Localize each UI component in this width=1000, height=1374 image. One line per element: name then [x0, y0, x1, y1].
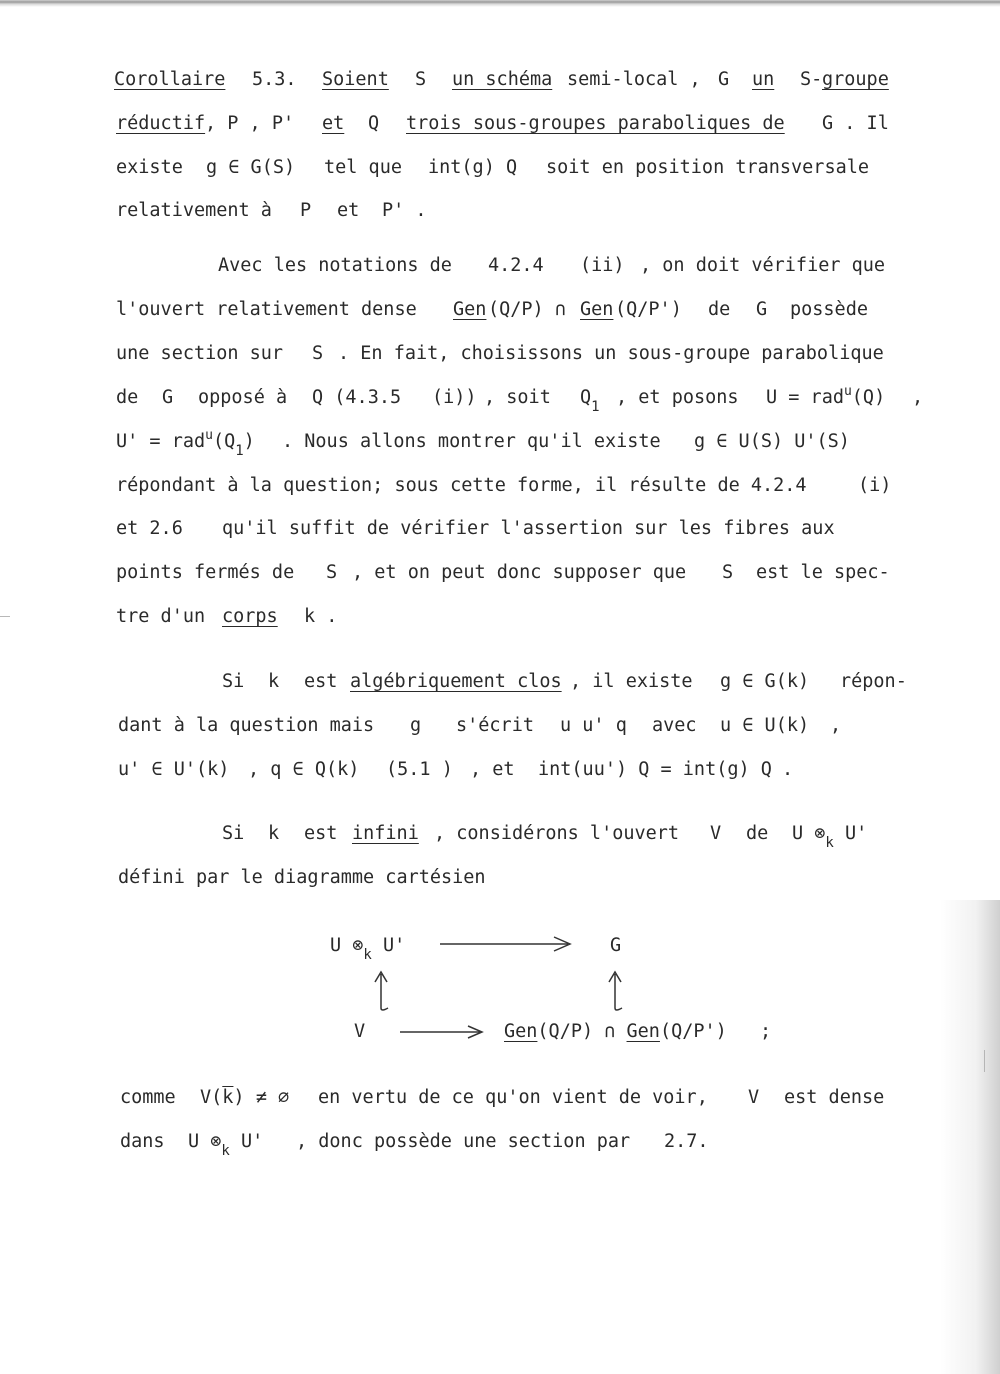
- text-segment: 4.2.4: [488, 255, 544, 276]
- text-segment: comme: [120, 1087, 176, 1108]
- text-segment: répondant à la question; sous cette forme, il résulte de 4.2.4: [116, 475, 807, 496]
- text-segment: de: [746, 823, 769, 844]
- text-segment: , q ∈ Q(k): [248, 759, 360, 780]
- text-segment: (ii): [580, 255, 625, 276]
- text-segment: U': [845, 823, 868, 844]
- arrow-right-icon: [436, 934, 576, 954]
- text-segment: possède: [790, 299, 868, 320]
- text-segment: l'ouvert relativement dense: [116, 299, 417, 320]
- diagram-bottom-right: [504, 1018, 727, 1046]
- text-segment: groupe: [822, 69, 889, 90]
- text-segment: $\overline{k}$: [222, 1087, 234, 1108]
- text-segment: g ∈ U(S) U'(S): [694, 431, 850, 452]
- text-segment: est: [304, 671, 338, 692]
- text-segment: G: [718, 69, 730, 90]
- text-segment: , il existe: [570, 671, 693, 692]
- proof-line-2: [0, 296, 1000, 324]
- text-segment: [200, 1084, 289, 1112]
- text-segment: . En fait, choisissons un sous-groupe parabolique: [338, 343, 884, 364]
- scan-edge-shadow: [940, 900, 1000, 1374]
- text-segment: , on doit vérifier que: [640, 255, 886, 276]
- text-segment: de: [708, 299, 731, 320]
- text-segment: [580, 384, 600, 413]
- text-segment: points fermés de: [116, 562, 295, 583]
- text-segment: int(uu') Q = int(g) Q: [538, 759, 772, 780]
- corollary-label: Corollaire: [114, 69, 226, 90]
- text-segment: g ∈ G(k): [720, 671, 810, 692]
- text-segment: Gen: [453, 299, 487, 320]
- text-segment: , considérons l'ouvert: [434, 823, 680, 844]
- proof-line-7: [0, 515, 1000, 543]
- text-segment: un schéma: [452, 69, 553, 90]
- text-segment: V: [710, 823, 722, 844]
- text-segment: est le spec-: [756, 562, 890, 583]
- text-segment: U ⊗: [330, 935, 364, 956]
- text-segment: , et on peut donc supposer que: [352, 562, 687, 583]
- text-segment: G: [162, 387, 174, 408]
- text-segment: Q: [580, 387, 592, 408]
- arrow-right-icon: [396, 1022, 488, 1042]
- text-segment: s'écrit: [456, 715, 534, 736]
- text-segment: Gen: [626, 1021, 660, 1042]
- text-segment: relativement à: [116, 200, 272, 221]
- text-segment: u ∈ U(k): [720, 715, 810, 736]
- text-segment: Soient: [322, 69, 389, 90]
- text-segment: (Q): [851, 387, 886, 408]
- text-segment: avec: [652, 715, 697, 736]
- text-segment: ): [243, 431, 255, 452]
- text-segment: g ∈ G(S): [206, 157, 296, 178]
- proof-line-5: [0, 428, 1000, 459]
- text-segment: int(g) Q: [428, 157, 518, 178]
- text-segment: de: [116, 387, 139, 408]
- text-segment: U ⊗: [792, 823, 826, 844]
- text-segment: k: [268, 671, 280, 692]
- proof-line-4: [0, 384, 1000, 415]
- text-segment: soit en position transversale: [546, 157, 870, 178]
- subscript: 1: [235, 443, 244, 459]
- text-segment: u' ∈ U'(k): [118, 759, 230, 780]
- subscript: k: [825, 835, 834, 851]
- text-segment: répon-: [840, 671, 907, 692]
- hook-arrow-up-icon: [604, 968, 628, 1012]
- corollary-line-4: [0, 197, 1000, 225]
- diagram-top-right: G: [610, 935, 622, 956]
- proof-line-8: [0, 559, 1000, 587]
- corollary-line-1: [0, 66, 1000, 94]
- text-segment: u u' q: [560, 715, 627, 736]
- superscript: u: [205, 428, 213, 443]
- corollary-line-2: [0, 110, 1000, 138]
- text-segment: S: [722, 562, 734, 583]
- text-segment: en vertu de ce qu'on vient de voir,: [318, 1087, 708, 1108]
- text-segment: U': [241, 1131, 264, 1152]
- diagram-bottom-left: V: [354, 1021, 366, 1042]
- text-segment: opposé à: [198, 387, 288, 408]
- closing-line-2: [0, 1128, 1000, 1159]
- text-segment: (Q: [212, 431, 236, 452]
- corollary-line-3: [0, 154, 1000, 182]
- text-segment: U ⊗: [188, 1131, 222, 1152]
- text-segment: ≠ ∅: [255, 1087, 290, 1108]
- text-segment: , et posons: [616, 387, 739, 408]
- text-segment: S: [326, 562, 338, 583]
- text-segment: Si: [222, 671, 245, 692]
- page-top-edge: [0, 0, 1000, 7]
- text-segment: est dense: [784, 1087, 885, 1108]
- text-segment: , soit: [484, 387, 551, 408]
- text-segment: ,: [912, 387, 924, 408]
- text-segment: S-: [800, 69, 823, 90]
- text-segment: Si: [222, 823, 245, 844]
- text-segment: .: [782, 759, 794, 780]
- text-segment: un: [752, 69, 775, 90]
- text-segment: Gen: [580, 299, 614, 320]
- text-segment: G: [756, 299, 768, 320]
- text-segment: tel que: [324, 157, 402, 178]
- text-segment: et: [337, 200, 360, 221]
- subscript: k: [363, 947, 372, 963]
- text-segment: U' = rad: [116, 431, 206, 452]
- text-segment: défini par le diagramme cartésien: [118, 867, 486, 888]
- text-segment: S: [415, 69, 427, 90]
- text-segment: [792, 820, 867, 849]
- text-segment: infini: [352, 823, 419, 844]
- text-segment: k .: [304, 606, 338, 627]
- text-segment: (i): [858, 475, 892, 496]
- text-segment: (Q/P'): [615, 299, 682, 320]
- text-segment: V(: [200, 1087, 223, 1108]
- text-segment: algébriquement clos: [350, 671, 562, 692]
- text-segment: ): [233, 1087, 245, 1108]
- superscript: u: [843, 384, 852, 399]
- proof-p2-line-2: [0, 712, 1000, 740]
- proof-p2-line-3: [0, 756, 1000, 784]
- text-segment: est: [304, 823, 338, 844]
- text-segment: , donc possède une section par: [296, 1131, 631, 1152]
- proof-line-1: [0, 252, 1000, 280]
- text-segment: une section sur: [116, 343, 284, 364]
- text-segment: dans: [120, 1131, 165, 1152]
- text-segment: [766, 384, 885, 414]
- diagram-top-left: [330, 932, 405, 961]
- hook-arrow-up-icon: [370, 968, 394, 1012]
- subscript: k: [221, 1143, 230, 1159]
- text-segment: Avec les notations de: [218, 255, 452, 276]
- diagram-semicolon: ;: [760, 1021, 772, 1042]
- text-segment: semi-local ,: [567, 69, 701, 90]
- text-segment: qu'il suffit de vérifier l'assertion sur les fibres aux: [222, 518, 835, 539]
- proof-p3-line-1: [0, 820, 1000, 851]
- text-segment: (5.1 ): [386, 759, 453, 780]
- text-segment: U = rad: [766, 387, 844, 408]
- text-segment: k: [268, 823, 280, 844]
- text-segment: et 2.6: [116, 518, 183, 539]
- text-segment: (i)): [432, 387, 477, 408]
- proof-line-3: [0, 340, 1000, 368]
- text-segment: G . Il: [822, 113, 889, 134]
- text-segment: tre d'un: [116, 606, 206, 627]
- text-segment: S: [312, 343, 324, 364]
- text-segment: (Q/P'): [659, 1021, 727, 1042]
- proof-line-9: [0, 603, 1000, 631]
- text-segment: . Nous allons montrer qu'il existe: [282, 431, 661, 452]
- text-segment: et: [322, 113, 345, 134]
- proof-p3-line-2: [0, 864, 1000, 892]
- text-segment: , P , P': [205, 113, 295, 134]
- text-segment: dant à la question mais: [118, 715, 375, 736]
- text-segment: V: [748, 1087, 760, 1108]
- text-segment: réductif: [116, 113, 206, 134]
- proof-p2-line-1: [0, 668, 1000, 696]
- text-segment: existe: [116, 157, 183, 178]
- text-segment: [188, 1128, 263, 1157]
- text-segment: Gen: [504, 1021, 538, 1042]
- text-segment: (Q/P) ∩: [537, 1021, 616, 1042]
- text-segment: 2.7.: [664, 1131, 709, 1152]
- text-segment: ,: [830, 715, 842, 736]
- proof-line-6: [0, 472, 1000, 500]
- text-segment: P' .: [382, 200, 427, 221]
- diagram-bottom-row: [0, 1018, 1000, 1046]
- text-segment: Q (4.3.5: [312, 387, 402, 408]
- text-segment: g: [410, 715, 422, 736]
- margin-mark: [0, 616, 10, 617]
- text-segment: corps: [222, 606, 278, 627]
- subscript: 1: [591, 399, 600, 415]
- text-segment: [116, 428, 255, 458]
- text-segment: Q: [368, 113, 380, 134]
- closing-line-1: [0, 1084, 1000, 1112]
- text-segment: trois sous-groupes paraboliques de: [406, 113, 785, 134]
- text-segment: P: [300, 200, 312, 221]
- corollary-number: 5.3.: [252, 69, 297, 90]
- text-segment: (Q/P) ∩: [488, 299, 566, 320]
- text-segment: , et: [470, 759, 515, 780]
- text-segment: U': [383, 935, 406, 956]
